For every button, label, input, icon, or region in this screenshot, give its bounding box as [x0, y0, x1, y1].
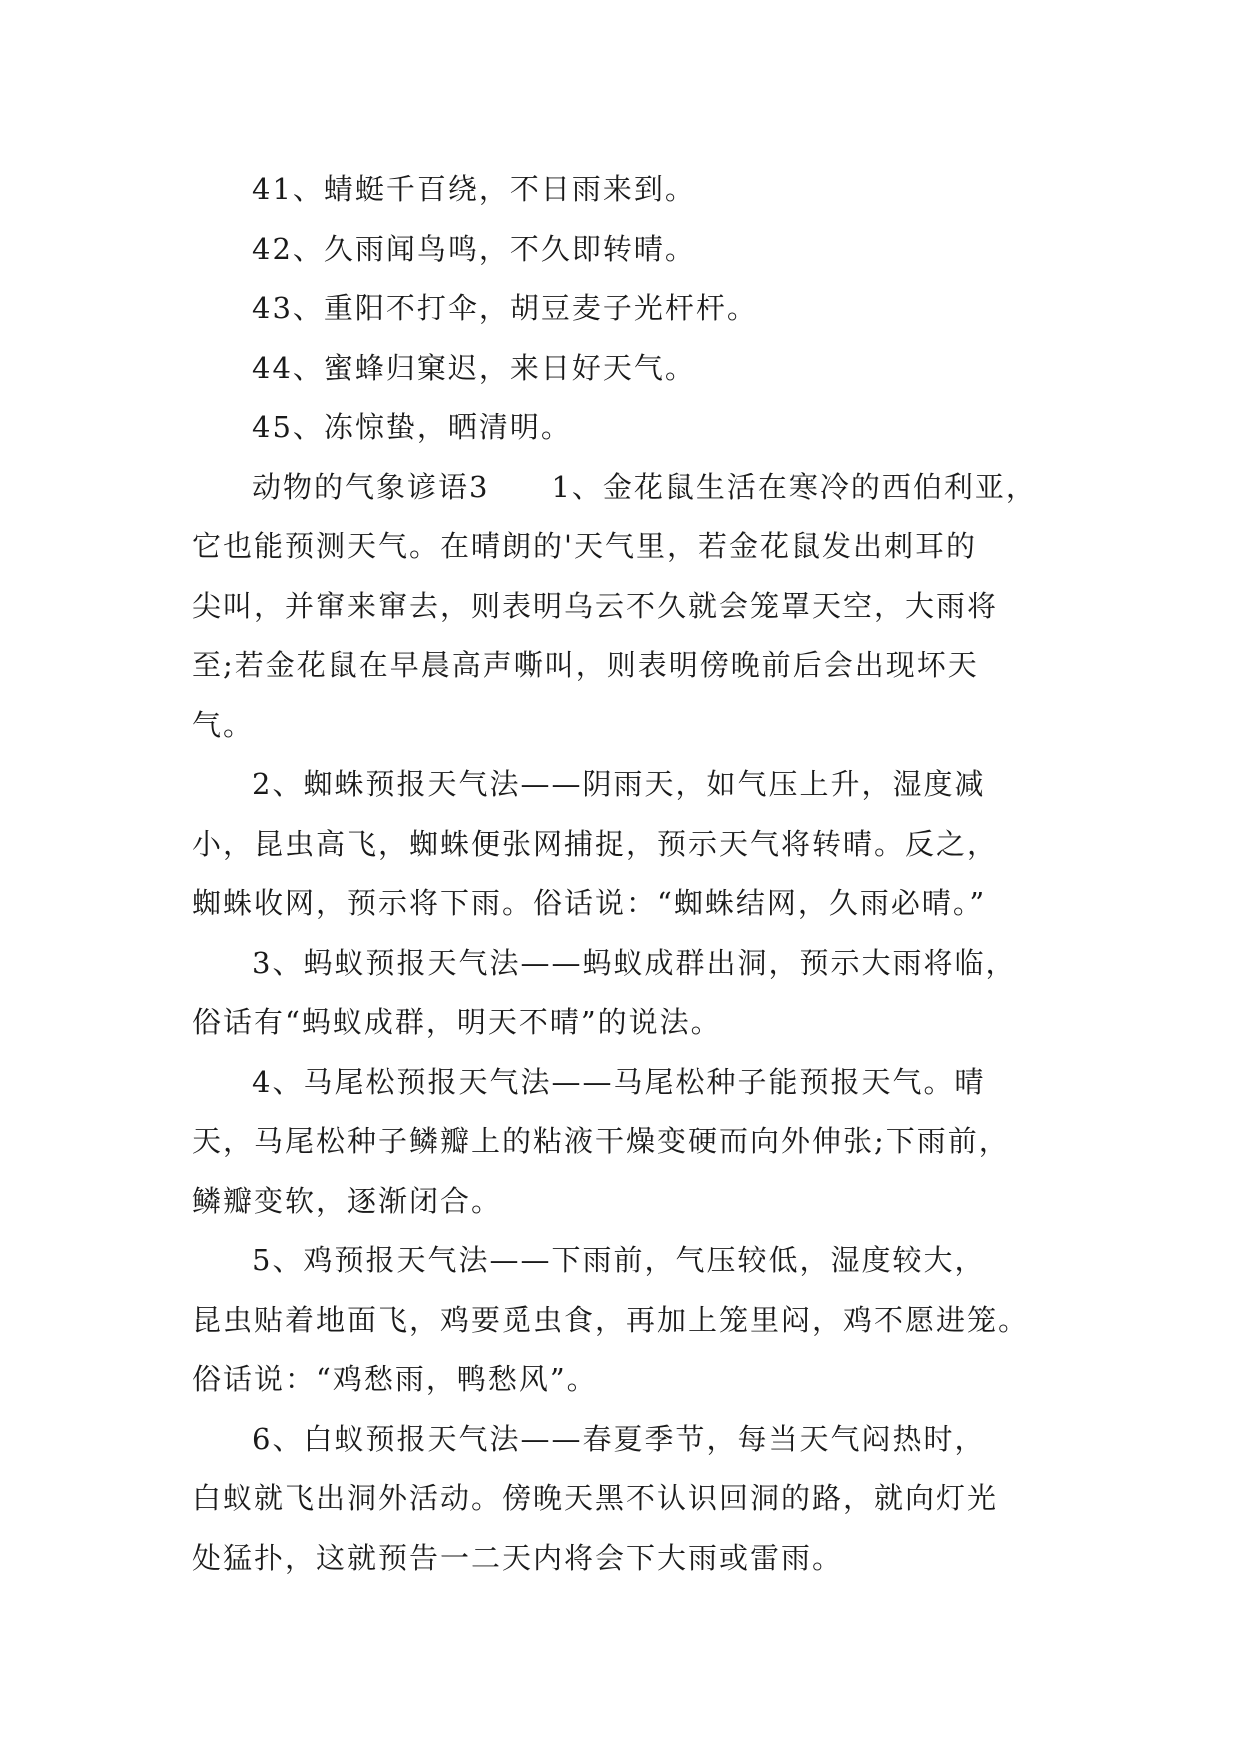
text-line: 处猛扑，这就预告一二天内将会下大雨或雷雨。	[192, 1540, 844, 1575]
text-line: 42、久雨闻鸟鸣，不久即转晴。	[252, 231, 696, 266]
text-line: 41、蜻蜓千百绕，不日雨来到。	[252, 172, 696, 206]
text-line: 蜘蛛收网，预示将下雨。俗话说：“蜘蛛结网，久雨必晴。”	[192, 886, 987, 920]
text-line: 俗话有“蚂蚁成群，明天不晴”的说法。	[192, 1005, 722, 1039]
text-line: 45、冻惊蛰，晒清明。	[252, 410, 572, 444]
text-line: 鳞瓣变软，逐渐闭合。	[192, 1183, 503, 1218]
text-line: 尖叫，并窜来窜去，则表明乌云不久就会笼罩天空，大雨将	[192, 588, 999, 623]
text-line: 5、鸡预报天气法——下雨前，气压较低，湿度较大，	[252, 1243, 986, 1277]
section-heading-line: 动物的气象谚语3 1、金花鼠生活在寒冷的西伯利亚，	[252, 469, 1037, 504]
text-line: 43、重阳不打伞，胡豆麦子光杆杆。	[252, 291, 758, 325]
text-line: 俗话说：“鸡愁雨，鸭愁风”。	[192, 1362, 598, 1396]
text-line: 2、蜘蛛预报天气法——阴雨天，如气压上升，湿度减	[252, 767, 986, 801]
text-line: 小，昆虫高飞，蜘蛛便张网捕捉，预示天气将转晴。反之，	[192, 826, 999, 861]
text-line: 昆虫贴着地面飞，鸡要觅虫食，再加上笼里闷，鸡不愿进笼。	[192, 1302, 1030, 1337]
text-line: 4、马尾松预报天气法——马尾松种子能预报天气。晴	[252, 1064, 986, 1099]
text-line: 44、蜜蜂归窠迟，来日好天气。	[252, 350, 696, 385]
document-body	[192, 160, 1072, 1588]
text-line: 6、白蚁预报天气法——春夏季节，每当天气闷热时，	[252, 1421, 986, 1456]
text-line: 3、蚂蚁预报天气法——蚂蚁成群出洞，预示大雨将临，	[252, 945, 1017, 980]
text-line: 白蚁就飞出洞外活动。傍晚天黑不认识回洞的路，就向灯光	[192, 1481, 999, 1515]
text-line: 天，马尾松种子鳞瓣上的粘液干燥变硬而向外伸张;下雨前，	[192, 1124, 1010, 1158]
text-line: 至;若金花鼠在早晨高声嘶叫，则表明傍晚前后会出现坏天	[192, 648, 979, 682]
text-line: 气。	[192, 707, 255, 742]
text-line: 它也能预测天气。在晴朗的'天气里，若金花鼠发出刺耳的	[192, 529, 977, 563]
